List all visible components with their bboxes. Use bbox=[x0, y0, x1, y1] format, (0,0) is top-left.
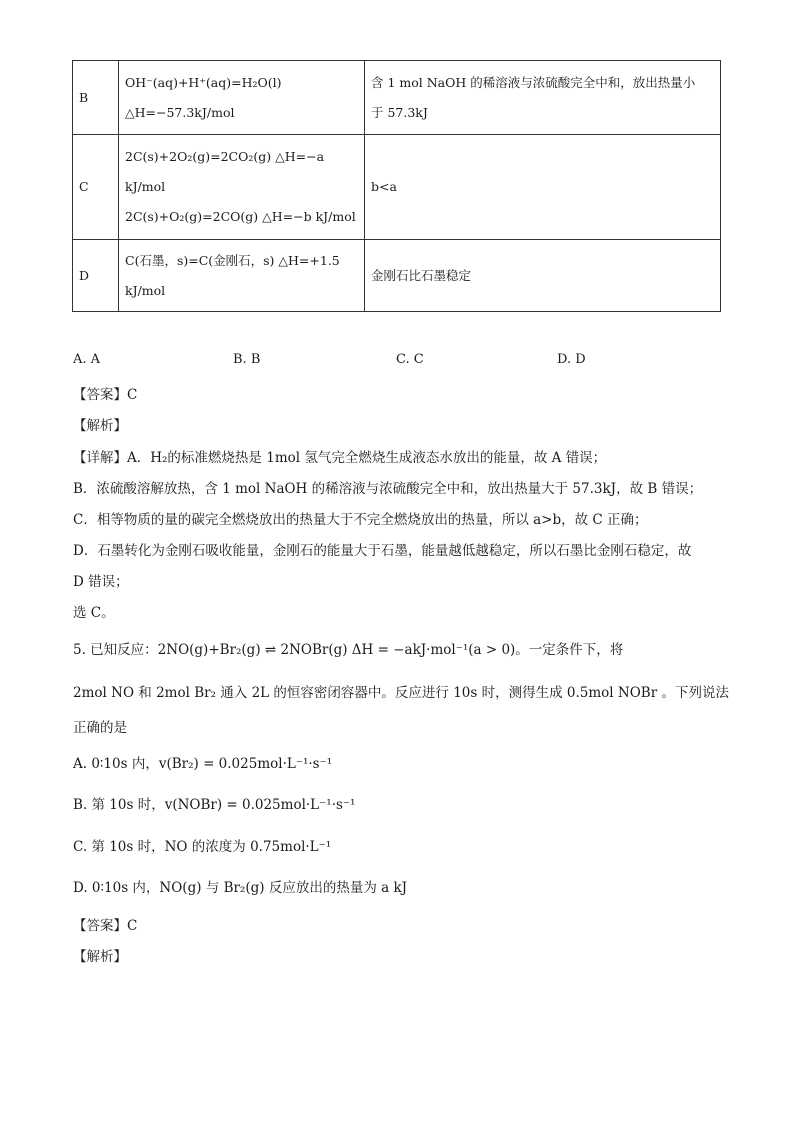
q4-answer: 【答案】C bbox=[73, 387, 138, 403]
choice-c: C. C bbox=[396, 352, 424, 367]
row-letter: B bbox=[73, 61, 119, 135]
description-line: b<a bbox=[371, 179, 397, 194]
formula-line: OH⁻(aq)+H⁺(aq)=H₂O(l) bbox=[125, 74, 282, 90]
description-line: 于 57.3kJ bbox=[371, 104, 428, 120]
formula-line: kJ/mol bbox=[125, 179, 166, 194]
q5-stem-line: 正确的是 bbox=[73, 720, 127, 736]
table-row bbox=[73, 240, 721, 312]
formula-line: △H=−57.3kJ/mol bbox=[125, 104, 235, 120]
q4-detail-line: D 错误； bbox=[73, 574, 129, 590]
q4-detail-line: C．相等物质的量的碳完全燃烧放出的热量大于不完全燃烧放出的热量，所以 a>b，故 C 正确； bbox=[73, 512, 648, 528]
q4-detail-line: D．石墨转化为金刚石吸收能量，金刚石的能量大于石墨，能量越低越稳定，所以石墨比金刚石稳定，故 bbox=[73, 543, 692, 559]
q4-conclusion: 选 C。 bbox=[73, 605, 115, 621]
q5-option-a: A. 0∶10s 内，v(Br₂) = 0.025mol·L⁻¹·s⁻¹ bbox=[73, 756, 333, 772]
formula-line: C(石墨，s)=C(金刚石，s) △H=+1.5 bbox=[125, 252, 340, 268]
formula-line: kJ/mol bbox=[125, 282, 166, 298]
row-description bbox=[365, 240, 721, 312]
q5-option-d: D. 0∶10s 内，NO(g) 与 Br₂(g) 反应放出的热量为 a kJ bbox=[73, 880, 408, 896]
choice-d: D. D bbox=[557, 352, 586, 367]
formula-line: 2C(s)+2O₂(g)=2CO₂(g) △H=−a bbox=[125, 149, 325, 164]
options-table bbox=[72, 60, 721, 312]
q5-analysis-label: 【解析】 bbox=[73, 949, 127, 965]
formula-line: 2C(s)+O₂(g)=2CO(g) △H=−b kJ/mol bbox=[125, 209, 356, 224]
q5-option-b: B. 第 10s 时，v(NOBr) = 0.025mol·L⁻¹·s⁻¹ bbox=[73, 797, 356, 813]
q5-stem-line: 5. 已知反应：2NO(g)+Br₂(g) ⇌ 2NOBr(g) ΔH = −akJ·mol⁻¹(a > 0)。一定条件下，将 bbox=[73, 642, 624, 658]
choice-a: A. A bbox=[73, 352, 101, 367]
table-row bbox=[73, 61, 721, 135]
row-letter: D bbox=[73, 240, 119, 312]
q4-detail-line: 【详解】A．H₂的标准燃烧热是 1mol 氢气完全燃烧生成液态水放出的能量，故 A 错误； bbox=[73, 450, 607, 466]
description-line: 含 1 mol NaOH 的稀溶液与浓硫酸完全中和，放出热量小 bbox=[371, 74, 696, 90]
choice-b: B. B bbox=[233, 352, 261, 367]
table-row bbox=[73, 135, 721, 240]
row-description bbox=[365, 61, 721, 135]
description-line: 金刚石比石墨稳定 bbox=[371, 267, 472, 283]
q4-detail-line: B．浓硫酸溶解放热，含 1 mol NaOH 的稀溶液与浓硫酸完全中和，放出热量大于 57.3kJ，故 B 错误； bbox=[73, 481, 703, 497]
q5-answer: 【答案】C bbox=[73, 918, 138, 934]
row-formula bbox=[119, 135, 365, 240]
q4-analysis-label: 【解析】 bbox=[73, 418, 127, 434]
q5-option-c: C. 第 10s 时，NO 的浓度为 0.75mol·L⁻¹ bbox=[73, 839, 332, 855]
row-letter: C bbox=[73, 135, 119, 240]
row-formula bbox=[119, 61, 365, 135]
q5-stem-line: 2mol NO 和 2mol Br₂ 通入 2L 的恒容密闭容器中。反应进行 10s 时，测得生成 0.5mol NOBr 。下列说法 bbox=[73, 685, 729, 701]
row-description bbox=[365, 135, 721, 240]
row-formula bbox=[119, 240, 365, 312]
